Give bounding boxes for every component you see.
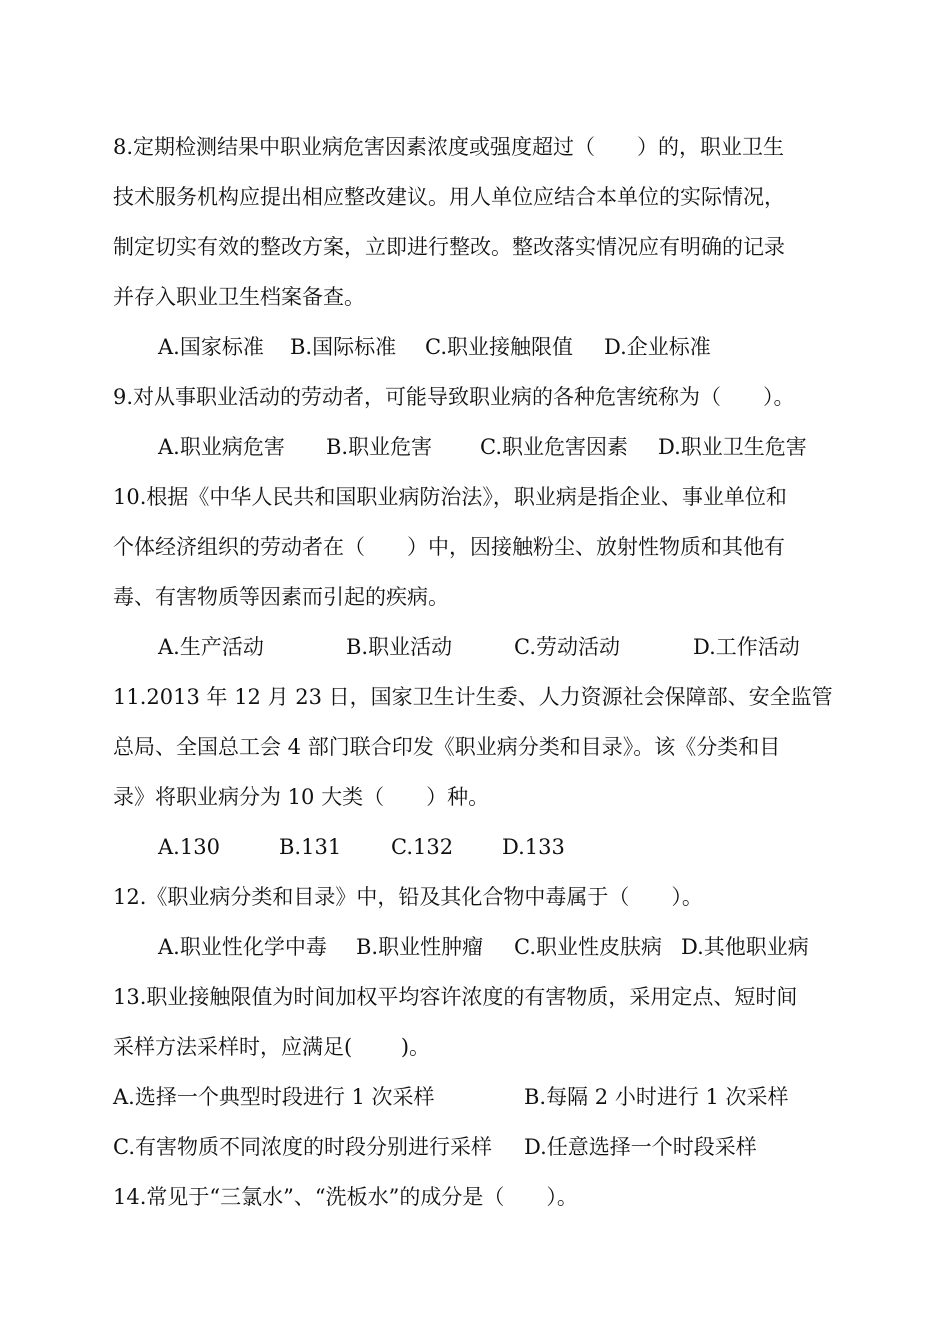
q11-option-b: B.131 (279, 835, 342, 859)
q12-line-1: 12.《职业病分类和目录》中，铅及其化合物中毒属于（ ）。 (113, 885, 703, 909)
q8-options (158, 332, 711, 362)
q11-option-d: D.133 (502, 835, 565, 859)
q11-line-2: 总局、全国总工会 4 部门联合印发《职业病分类和目录》。该《分类和目 (113, 735, 781, 759)
q8-line-4: 并存入职业卫生档案备查。 (113, 285, 365, 309)
q11-option-c: C.132 (391, 835, 454, 859)
q9-option-b: B.职业危害 (326, 435, 433, 459)
q10-line-3: 毒、有害物质等因素而引起的疾病。 (113, 585, 449, 609)
q8-line-1: 8.定期检测结果中职业病危害因素浓度或强度超过（ ）的，职业卫生 (113, 135, 785, 159)
q10-option-c: C.劳动活动 (514, 635, 620, 659)
q9-options (158, 432, 807, 462)
q11-options (158, 832, 565, 862)
q13-option-a: A.选择一个典型时段进行 1 次采样 (113, 1085, 435, 1109)
q10-line-2: 个体经济组织的劳动者在（ ）中，因接触粉尘、放射性物质和其他有 (113, 535, 785, 559)
q8-line-2: 技术服务机构应提出相应整改建议。用人单位应结合本单位的实际情况， (113, 185, 785, 209)
q13-options-row-1 (113, 1082, 789, 1112)
q9-option-a: A.职业病危害 (158, 435, 285, 459)
q10-option-d: D.工作活动 (693, 635, 800, 659)
q13-option-b: B.每隔 2 小时进行 1 次采样 (524, 1085, 789, 1109)
q13-line-1: 13.职业接触限值为时间加权平均容许浓度的有害物质，采用定点、短时间 (113, 985, 798, 1009)
q12-option-c: C.职业性皮肤病 (514, 935, 662, 959)
q9-option-c: C.职业危害因素 (480, 435, 628, 459)
q10-option-a: A.生产活动 (158, 635, 264, 659)
q11-line-3: 录》将职业病分为 10 大类（ ）种。 (113, 785, 490, 809)
q10-option-b: B.职业活动 (346, 635, 453, 659)
q12-option-d: D.其他职业病 (681, 935, 809, 959)
q9-option-d: D.职业卫生危害 (658, 435, 807, 459)
q11-line-1: 11.2013 年 12 月 23 日，国家卫生计生委、人力资源社会保障部、安全监管 (113, 685, 833, 709)
q13-option-d: D.任意选择一个时段采样 (524, 1135, 757, 1159)
q14-line-1: 14.常见于“三氯水”、“洗板水”的成分是（ ）。 (113, 1185, 578, 1209)
q11-option-a: A.130 (158, 835, 220, 859)
q8-option-c: C.职业接触限值 (425, 335, 573, 359)
q13-options-row-2 (113, 1132, 757, 1162)
q8-line-3: 制定切实有效的整改方案，立即进行整改。整改落实情况应有明确的记录 (113, 235, 785, 259)
q12-option-a: A.职业性化学中毒 (158, 935, 327, 959)
q13-option-c: C.有害物质不同浓度的时段分别进行采样 (113, 1135, 492, 1159)
q12-option-b: B.职业性肿瘤 (356, 935, 484, 959)
q8-option-d: D.企业标准 (604, 335, 711, 359)
q12-options (158, 932, 809, 962)
q13-line-2: 采样方法采样时，应满足( )。 (113, 1035, 431, 1059)
q10-line-1: 10.根据《中华人民共和国职业病防治法》，职业病是指企业、事业单位和 (113, 485, 787, 509)
q9-line-1: 9.对从事职业活动的劳动者，可能导致职业病的各种危害统称为（ ）。 (113, 385, 795, 409)
q8-option-a: A.国家标准 (158, 335, 264, 359)
q8-option-b: B.国际标准 (290, 335, 397, 359)
q10-options (158, 632, 800, 662)
